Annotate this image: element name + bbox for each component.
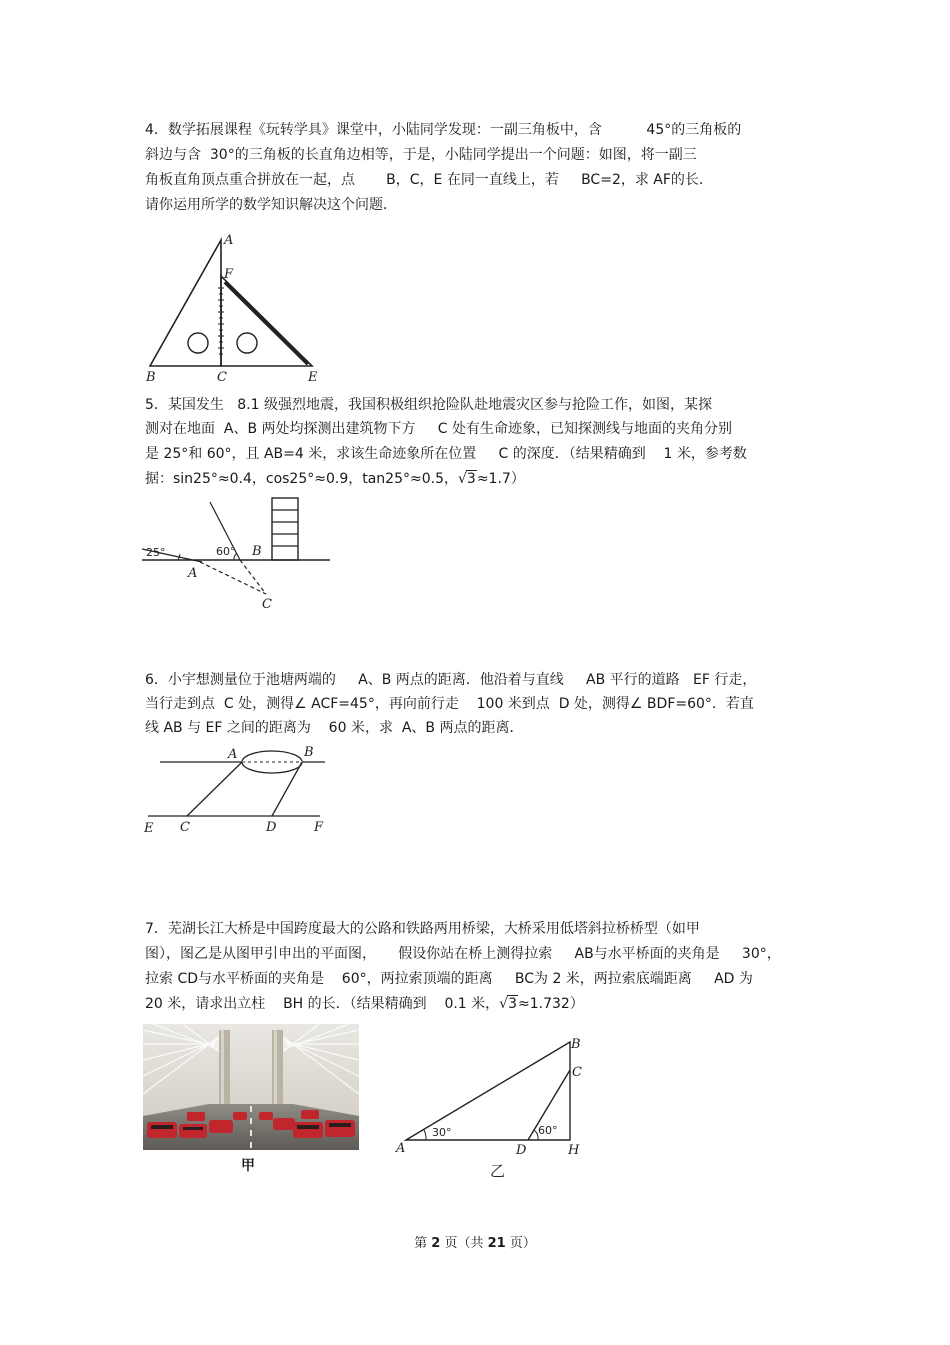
q7-diagram	[392, 1030, 592, 1180]
q7-label-H: H	[568, 1143, 580, 1158]
q5-label-A: A	[188, 566, 198, 581]
bridge-photo	[143, 1024, 359, 1150]
q5-line-2: 测对在地面 A、B 两处均探测出建筑物下方 C 处有生命迹象，已知探测线与地面的夹角分别	[145, 421, 733, 437]
q7-line-4-text: 20 米，请求出立柱 BH 的长．（结果精确到 0.1 米，	[145, 996, 500, 1012]
q5-line-3: 是 25°和 60°，且 AB=4 米，求该生命迹象所在位置 C 的深度．（结果精确到 1 米，参考数	[145, 446, 747, 462]
q4-label-A: A	[224, 233, 234, 248]
q6-label-E: E	[144, 821, 154, 836]
diagram-caption-yi: 乙	[490, 1162, 506, 1180]
q6-label-D: D	[266, 820, 277, 835]
footer-total-pages: 21	[487, 1236, 506, 1251]
sqrt-symbol: √3	[499, 996, 518, 1012]
sqrt-radicand: 3	[508, 996, 518, 1012]
q4-line-1: 4．数学拓展课程《玩转学具》课堂中，小陆同学发现：一副三角板中，含 45°的三角板的	[145, 122, 742, 138]
q5-line-4-text: 据：sin25°≈0.4，cos25°≈0.9，tan25°≈0.5，	[145, 471, 458, 487]
q6-figure	[140, 740, 340, 840]
q6-line-3: 线 AB 与 EF 之间的距离为 60 米，求 A、B 两点的距离．	[145, 720, 524, 736]
q5-label-B: B	[252, 544, 262, 559]
q5-line-4-tail: ≈1.7）	[476, 471, 525, 487]
q7-angle-60: 60°	[538, 1124, 558, 1137]
q6-label-B: B	[304, 745, 314, 760]
q7-line-2: 图），图乙是从图甲引申出的平面图， 假设你站在桥上测得拉索 AB与水平桥面的夹角是 30°，	[145, 946, 781, 962]
sqrt-symbol: √3	[457, 471, 476, 487]
page-footer	[0, 1232, 950, 1251]
q7-label-D: D	[516, 1143, 527, 1158]
photo-caption-jia: 甲	[241, 1158, 255, 1174]
q4-label-B: B	[146, 370, 156, 385]
footer-page-number: 2	[431, 1236, 441, 1251]
q5-line-1: 5．某国发生 8.1 级强烈地震，我国积极组织抢险队赴地震灾区参与抢险工作，如图，某探	[145, 397, 712, 413]
q7-label-C: C	[572, 1065, 582, 1080]
q7-line-1: 7．芜湖长江大桥是中国跨度最大的公路和铁路两用桥梁，大桥采用低塔斜拉桥桥型（如甲	[145, 921, 700, 937]
footer-prefix: 第	[414, 1236, 432, 1251]
q6-line-2: 当行走到点 C 处，测得∠ ACF=45°，再向前行走 100 米到点 D 处，测得∠ BDF=60°．若直	[145, 696, 754, 712]
q5-figure	[140, 492, 340, 617]
q6-label-C: C	[180, 820, 190, 835]
q7-label-A: A	[396, 1141, 406, 1156]
footer-suffix: 页）	[505, 1236, 536, 1251]
q6-line-1: 6．小宇想测量位于池塘两端的 A、B 两点的距离．他沿着与直线 AB 平行的道路 EF 行走，	[145, 672, 757, 688]
q7-label-B: B	[571, 1037, 581, 1052]
q6-label-A: A	[228, 747, 238, 762]
q7-line-4	[145, 995, 584, 1013]
q4-label-C: C	[217, 370, 227, 385]
q4-triangle-figure	[140, 228, 340, 388]
q4-label-F: F	[224, 267, 234, 282]
q4-label-E: E	[308, 370, 318, 385]
q5-line-4	[145, 470, 525, 488]
q5-label-C: C	[262, 597, 272, 612]
sqrt-radicand: 3	[466, 471, 476, 487]
q4-line-4: 请你运用所学的数学知识解决这个问题．	[145, 197, 397, 213]
q6-label-F: F	[314, 820, 324, 835]
q7-line-4-tail: ≈1.732）	[518, 996, 584, 1012]
q7-angle-30: 30°	[432, 1126, 452, 1139]
q5-angle-25: 25°	[146, 546, 166, 559]
q4-line-3: 角板直角顶点重合拼放在一起，点 B，C，E 在同一直线上，若 BC=2，求 AF的长．	[145, 172, 713, 188]
footer-middle: 页（共	[440, 1236, 488, 1251]
q5-angle-60: 60°	[216, 545, 236, 558]
q4-line-2: 斜边与含 30°的三角板的长直角边相等，于是，小陆同学提出一个问题：如图，将一副三	[145, 147, 697, 163]
q7-line-3: 拉索 CD与水平桥面的夹角是 60°，两拉索顶端的距离 BC为 2 米，两拉索底端距离 AD 为	[145, 971, 753, 987]
